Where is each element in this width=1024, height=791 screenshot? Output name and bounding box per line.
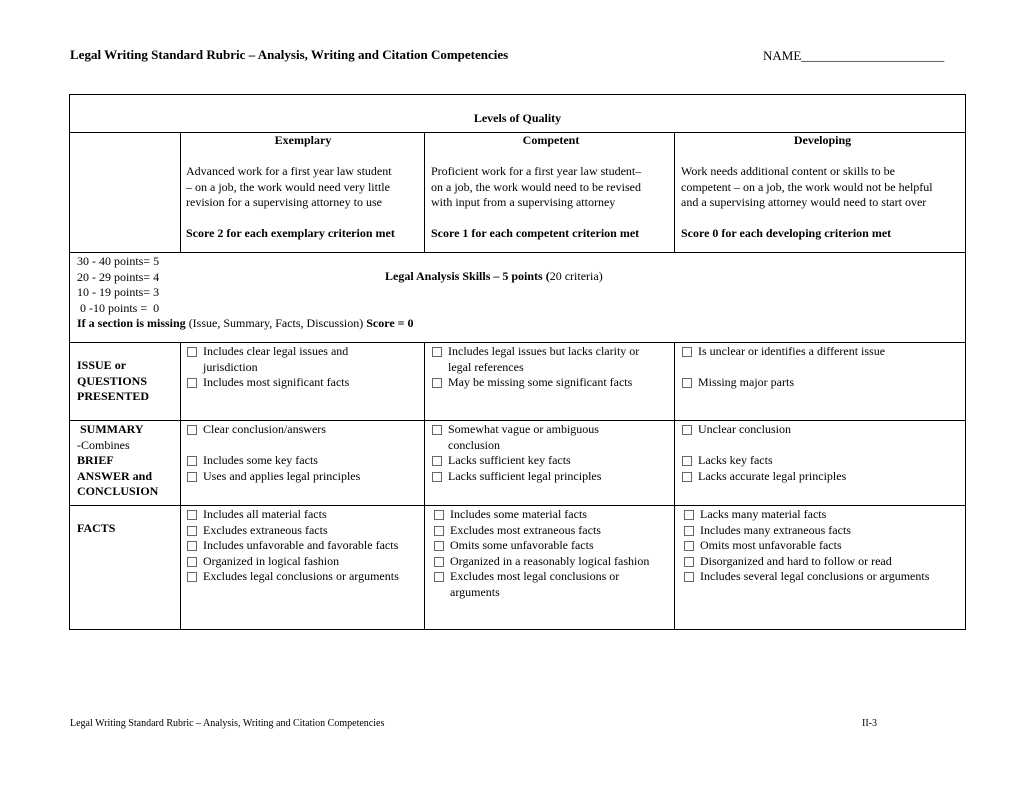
list-item: Missing major parts [682,375,964,391]
list-item: Excludes legal conclusions or arguments [187,569,421,585]
checkbox-icon [187,456,197,466]
level-exemplary [186,133,420,242]
developing-criteria [682,422,964,484]
list-item: Omits most unfavorable facts [684,538,964,554]
checkbox-icon [432,472,442,482]
list-item: Omits some unfavorable facts [434,538,672,554]
list-item: Somewhat vague or ambiguous conclusion [432,422,672,453]
checkbox-icon [682,425,692,435]
list-item: Lacks accurate legal principles [682,469,964,485]
list-item: Unclear conclusion [682,422,964,438]
list-item: Includes all material facts [187,507,421,523]
levels-heading: Levels of Quality [473,111,562,125]
checkbox-icon [684,541,694,551]
levels-row [70,133,965,253]
checkbox-icon [432,347,442,357]
level-score: Score 0 for each developing criterion met [681,226,892,240]
checkbox-icon [434,557,444,567]
checkbox-icon [434,541,444,551]
level-title: Competent [522,133,580,147]
level-score: Score 1 for each competent criterion met [431,226,640,240]
checkbox-icon [684,526,694,536]
checkbox-icon [187,541,197,551]
missing-section-note: If a section is missing (Issue, Summary, Facts, Discussion) Score = 0 [77,316,414,330]
list-item: Organized in logical fashion [187,554,421,570]
criterion-label: SUMMARY -Combines BRIEF ANSWER and CONCLUSION [77,422,159,498]
rubric-table [69,94,966,630]
checkbox-icon [682,378,692,388]
list-item: Includes some material facts [434,507,672,523]
level-developing [681,133,964,242]
level-description-line: Work needs additional content or skills to be [681,164,895,178]
checkbox-icon [434,572,444,582]
scale-line: 20 - 29 points= 4 [77,269,160,284]
checkbox-icon [187,510,197,520]
list-item: Includes some key facts [187,453,421,469]
list-item: Includes legal issues but lacks clarity or legal references [432,344,672,375]
level-description-line: – on a job, the work would need very little [186,179,390,194]
checkbox-icon [432,456,442,466]
level-description-line: competent – on a job, the work would not be helpful [681,179,933,194]
competent-criteria [432,344,672,391]
criterion-label: ISSUE or QUESTIONS PRESENTED [77,358,150,403]
checkbox-icon [187,425,197,435]
section-title: Legal Analysis Skills – 5 points (20 criteria) [385,269,603,283]
level-description-line: with input from a supervising attorney [431,195,616,209]
checkbox-icon [434,510,444,520]
checkbox-icon [434,526,444,536]
level-description-line: Proficient work for a first year law student– [431,164,642,178]
list-item: Clear conclusion/answers [187,422,421,438]
level-title: Exemplary [274,133,332,147]
checkbox-icon [187,557,197,567]
list-item: Is unclear or identifies a different issue [682,344,964,360]
list-item: Excludes extraneous facts [187,523,421,539]
list-item: Lacks sufficient key facts [432,453,672,469]
checkbox-icon [187,472,197,482]
level-description-line: and a supervising attorney would need to start over [681,195,927,209]
competent-criteria [432,422,672,484]
checkbox-icon [682,347,692,357]
checkbox-icon [684,572,694,582]
list-item: Includes many extraneous facts [684,523,964,539]
list-item: Excludes most legal conclusions or arguments [434,569,672,600]
list-item: Includes most significant facts [187,375,421,391]
page-title: Legal Writing Standard Rubric – Analysis, Writing and Citation Competencies [70,47,509,62]
score-scale [77,254,937,332]
checkbox-icon [187,572,197,582]
list-item: Uses and applies legal principles [187,469,421,485]
level-competent [431,133,671,242]
list-item: Lacks many material facts [684,507,964,523]
list-item: Disorganized and hard to follow or read [684,554,964,570]
scale-row [70,253,965,343]
criterion-row-summary [70,421,965,506]
list-item: Includes clear legal issues and jurisdiction [187,344,421,375]
criterion-row-facts [70,506,965,629]
checkbox-icon [187,378,197,388]
list-item: Lacks sufficient legal principles [432,469,672,485]
criterion-label: FACTS [77,521,116,535]
scale-line: 0 -10 points = 0 [77,300,160,315]
page-number: II-3 [862,718,877,729]
list-item: Excludes most extraneous facts [434,523,672,539]
checkbox-icon [187,526,197,536]
level-description-line: on a job, the work would need to be revised [431,179,641,194]
list-item: May be missing some significant facts [432,375,672,391]
level-title: Developing [793,133,852,147]
checkbox-icon [682,456,692,466]
exemplary-criteria [187,507,421,585]
footer-title: Legal Writing Standard Rubric – Analysis, Writing and Citation Competencies [70,718,385,729]
checkbox-icon [684,557,694,567]
checkbox-icon [682,472,692,482]
list-item: Includes unfavorable and favorable facts [187,538,421,554]
level-description-line: revision for a supervising attorney to use [186,195,382,209]
developing-criteria [682,344,964,391]
level-score: Score 2 for each exemplary criterion met [186,226,395,240]
list-item: Includes several legal conclusions or arguments [684,569,964,585]
checkbox-icon [432,378,442,388]
list-item: Lacks key facts [682,453,964,469]
criterion-row-issue [70,343,965,421]
list-item: Organized in a reasonably logical fashion [434,554,672,570]
exemplary-criteria [187,422,421,484]
scale-line: 10 - 19 points= 3 [77,285,160,299]
developing-criteria [684,507,964,585]
competent-criteria [434,507,672,600]
checkbox-icon [187,347,197,357]
level-description-line: Advanced work for a first year law student [186,164,392,178]
exemplary-criteria [187,344,421,391]
name-field-label: NAME______________________ [763,48,945,63]
levels-heading-row [70,95,965,133]
checkbox-icon [432,425,442,435]
checkbox-icon [684,510,694,520]
scale-line: 30 - 40 points= 5 [77,254,160,268]
